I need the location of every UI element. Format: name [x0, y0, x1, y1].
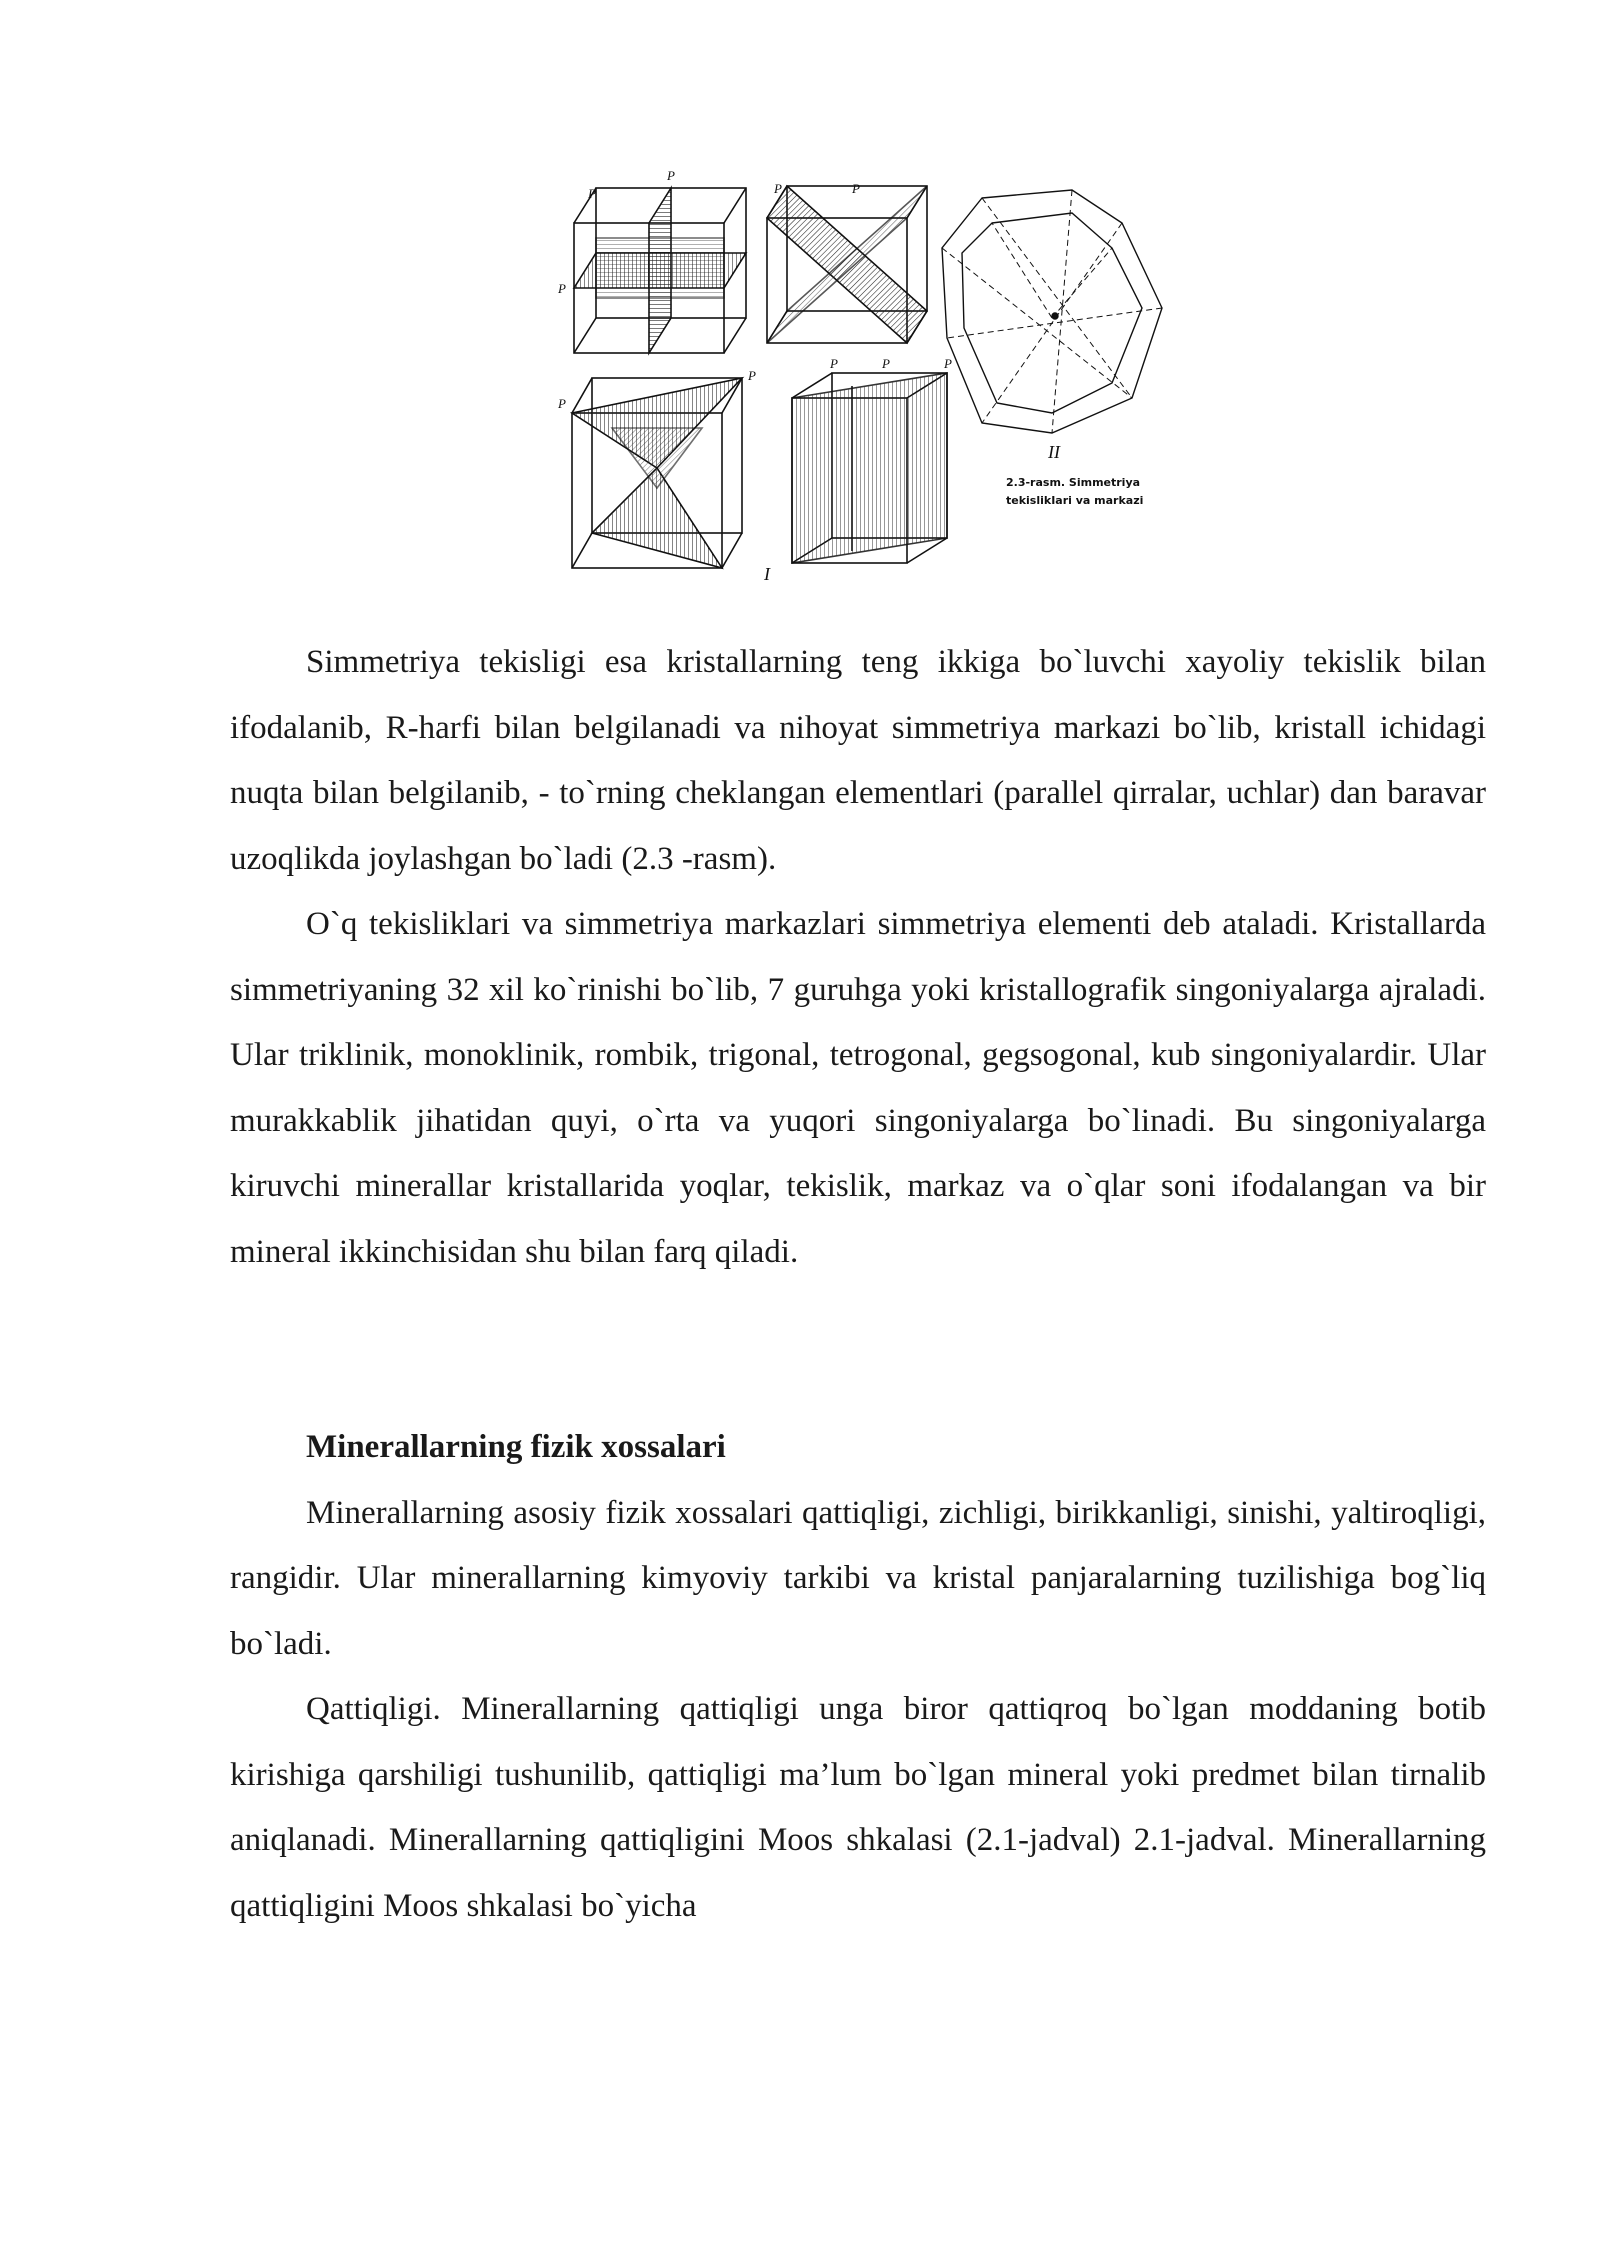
plane-label: P	[558, 396, 566, 411]
plane-label: P	[774, 181, 782, 196]
body-text-block	[230, 630, 1486, 1285]
cube-three-planes	[574, 188, 746, 353]
figure-caption-line2: tekislikIari va markazi	[1006, 494, 1144, 507]
plane-label: P	[830, 356, 838, 371]
section-physical-properties	[230, 1415, 1486, 1939]
plane-label: P	[882, 356, 890, 371]
label-roman-ii: II	[1048, 442, 1060, 462]
plane-label: P	[852, 181, 860, 196]
cube-twisted-planes	[572, 378, 742, 568]
plane-label: P	[588, 186, 596, 201]
symmetry-figure	[552, 168, 1172, 588]
paragraph-physical-properties: Minerallarning asosiy fizik xossalari qattiqligi, zichligi, birikkanligi, sinishi, yaltiroqligi, rangidir. Ular minerallarning kimyoviy tarkibi va kristal panjaralarning tuzilishiga bog`liq bo`ladi.	[230, 1494, 1486, 1662]
polyhedron-symmetry-center	[942, 190, 1162, 433]
plane-label: P	[558, 281, 566, 296]
plane-label: P	[944, 356, 952, 371]
paragraph-symmetry-elements: O`q tekisliklari va simmetriya markazlari simmetriya elementi deb ataladi. Kristallarda simmetriyaning 32 xil ko`rinishi bo`lib, 7 guruhga yoki kristallografik singoniyalarga ajraladi. Ular triklinik, monoklinik, rombik, trigonal, tetrogonal, gegsogonal, kub singoniyalardir. Ular murakkablik jihatidan quyi, o`rta va yuqori singoniyalarga bo`linadi. Bu singoniyalarga kiruvchi minerallar kristallarida yoqlar, tekislik, markaz va o`qlar soni ifodalangan va bir mineral ikkinchisidan shu bilan farq qiladi.	[230, 906, 1486, 1270]
symmetry-planes-diagram	[552, 168, 1172, 588]
plane-label: P	[748, 368, 756, 383]
paragraph-hardness: Qattiqligi. Minerallarning qattiqligi unga biror qattiqroq bo`lgan moddaning botib kirishiga qarshiligi tushunilib, qattiqligi ma’lum bo`lgan mineral yoki predmet bilan tirnalib aniqlanadi. Minerallarning qattiqligini Moos shkalasi (2.1-jadval) 2.1-jadval. Minerallarning qattiqligini Moos shkalasi bo`yicha	[230, 1691, 1486, 1924]
prism-vertical-planes	[792, 373, 947, 563]
label-roman-i: I	[764, 564, 770, 584]
figure-caption-line1: 2.3-rasm. Simmetriya	[1006, 476, 1141, 489]
cube-diagonal-planes	[767, 186, 927, 343]
section-heading: Minerallarning fizik xossalari	[306, 1429, 726, 1465]
paragraph-symmetry-plane: Simmetriya tekisligi esa kristallarning teng ikkiga bo`luvchi xayoliy tekislik bilan ifodalanib, R-harfi bilan belgilanadi va nihoyat simmetriya markazi bo`lib, kristall ichidagi nuqta bilan belgilanib, - to`rning cheklangan elementlari (parallel qirralar, uchlar) dan baravar uzoqlikda joylashgan bo`ladi (2.3 -rasm).	[230, 644, 1486, 877]
plane-label: P	[667, 168, 675, 183]
